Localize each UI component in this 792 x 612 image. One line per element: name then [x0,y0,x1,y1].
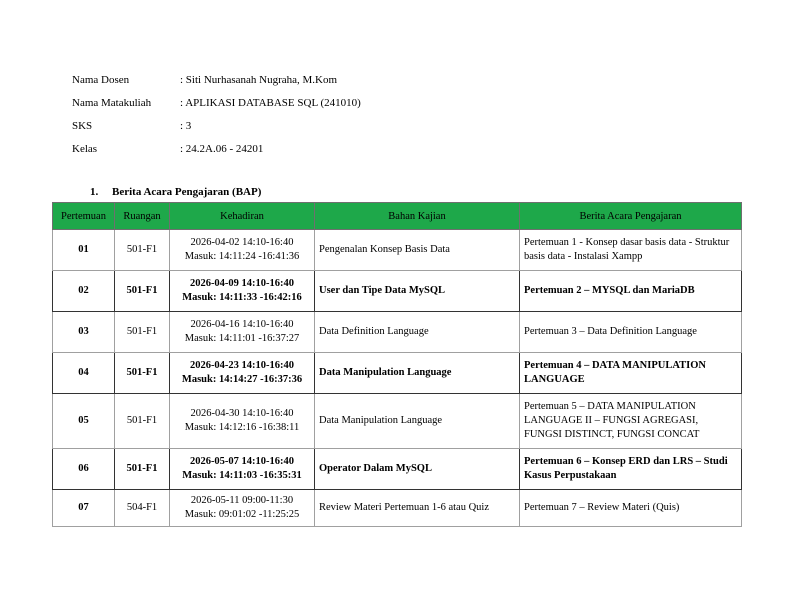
cell-jadwal: 2026-04-23 14:10-16:40 [189,360,295,371]
cell-kehadiran [170,230,315,271]
cell-kehadiran [170,490,315,527]
info-row-matakuliah [72,91,361,114]
header-kehadiran: Kehadiran [170,203,315,230]
cell-ruangan: 501-F1 [115,271,170,312]
info-value: : 24.2A.06 - 24201 [180,142,264,155]
bap-table [52,202,742,527]
cell-jadwal: 2026-05-07 14:10-16:40 [189,456,295,467]
cell-bahan: Pengenalan Konsep Basis Data [315,230,520,271]
cell-bahan: Operator Dalam MySQL [315,449,520,490]
cell-berita: Pertemuan 6 – Konsep ERD dan LRS – Studi Kasus Perpustakaan [520,449,742,490]
cell-pertemuan: 07 [53,490,115,527]
cell-berita: Pertemuan 4 – DATA MANIPULATION LANGUAGE [520,353,742,394]
table-row [53,312,742,353]
info-row-sks [72,114,361,137]
cell-berita: Pertemuan 3 – Data Definition Language [520,312,742,353]
header-ruangan: Ruangan [115,203,170,230]
cell-masuk: Masuk: 14:11:03 -16:35:31 [182,470,302,481]
cell-pertemuan: 04 [53,353,115,394]
header-pertemuan: Pertemuan [53,203,115,230]
info-row-kelas [72,137,361,160]
info-label: Kelas [72,142,98,155]
cell-masuk: Masuk: 14:11:01 -16:37:27 [184,333,300,344]
section-title-text: Berita Acara Pengajaran (BAP) [112,186,262,198]
section-number: 1. [90,186,99,198]
cell-masuk: Masuk: 14:14:27 -16:37:36 [181,374,303,385]
cell-berita: Pertemuan 1 - Konsep dasar basis data - Struktur basis data - Instalasi Xampp [520,230,742,271]
header-berita-acara: Berita Acara Pengajaran [520,203,742,230]
cell-pertemuan: 06 [53,449,115,490]
info-label: SKS [72,119,93,132]
info-label: Nama Matakuliah [72,96,152,109]
info-value: : Siti Nurhasanah Nugraha, M.Kom [180,73,338,86]
cell-jadwal: 2026-05-11 09:00-11:30 [190,495,294,506]
cell-ruangan: 501-F1 [115,394,170,449]
cell-bahan: User dan Tipe Data MySQL [315,271,520,312]
cell-ruangan: 501-F1 [115,353,170,394]
cell-ruangan: 504-F1 [115,490,170,527]
table-row [53,271,742,312]
cell-masuk: Masuk: 14:11:24 -16:41:36 [184,251,300,262]
cell-masuk: Masuk: 14:11:33 -16:42:16 [182,292,302,303]
info-row-dosen [72,68,361,91]
section-title [90,186,261,198]
info-label: Nama Dosen [72,73,130,86]
cell-kehadiran [170,394,315,449]
cell-kehadiran [170,353,315,394]
cell-jadwal: 2026-04-30 14:10-16:40 [190,408,294,419]
cell-jadwal: 2026-04-09 14:10-16:40 [189,278,295,289]
course-info [72,68,361,160]
cell-bahan: Review Materi Pertemuan 1-6 atau Quiz [315,490,520,527]
cell-berita: Pertemuan 7 – Review Materi (Quis) [520,490,742,527]
info-value: : 3 [180,119,192,132]
table-row [53,490,742,527]
cell-kehadiran [170,312,315,353]
cell-pertemuan: 03 [53,312,115,353]
cell-pertemuan: 01 [53,230,115,271]
cell-ruangan: 501-F1 [115,312,170,353]
cell-pertemuan: 02 [53,271,115,312]
cell-kehadiran [170,271,315,312]
cell-masuk: Masuk: 14:12:16 -16:38:11 [184,422,300,433]
cell-jadwal: 2026-04-16 14:10-16:40 [190,319,294,330]
info-value: : APLIKASI DATABASE SQL (241010) [180,96,361,109]
cell-bahan: Data Definition Language [315,312,520,353]
cell-pertemuan: 05 [53,394,115,449]
cell-ruangan: 501-F1 [115,449,170,490]
cell-berita: Pertemuan 5 – DATA MANIPULATION LANGUAGE II – FUNGSI AGREGASI, FUNGSI DISTINCT, FUNGSI CONCAT [520,394,742,449]
cell-berita: Pertemuan 2 – MYSQL dan MariaDB [520,271,742,312]
cell-masuk: Masuk: 09:01:02 -11:25:25 [184,509,300,520]
cell-jadwal: 2026-04-02 14:10-16:40 [190,237,294,248]
table-row [53,353,742,394]
cell-bahan: Data Manipulation Language [315,353,520,394]
cell-bahan: Data Manipulation Language [315,394,520,449]
table-row [53,394,742,449]
cell-kehadiran [170,449,315,490]
cell-ruangan: 501-F1 [115,230,170,271]
table-header-row [53,203,742,230]
header-bahan-kajian: Bahan Kajian [315,203,520,230]
table-row [53,449,742,490]
table-row [53,230,742,271]
